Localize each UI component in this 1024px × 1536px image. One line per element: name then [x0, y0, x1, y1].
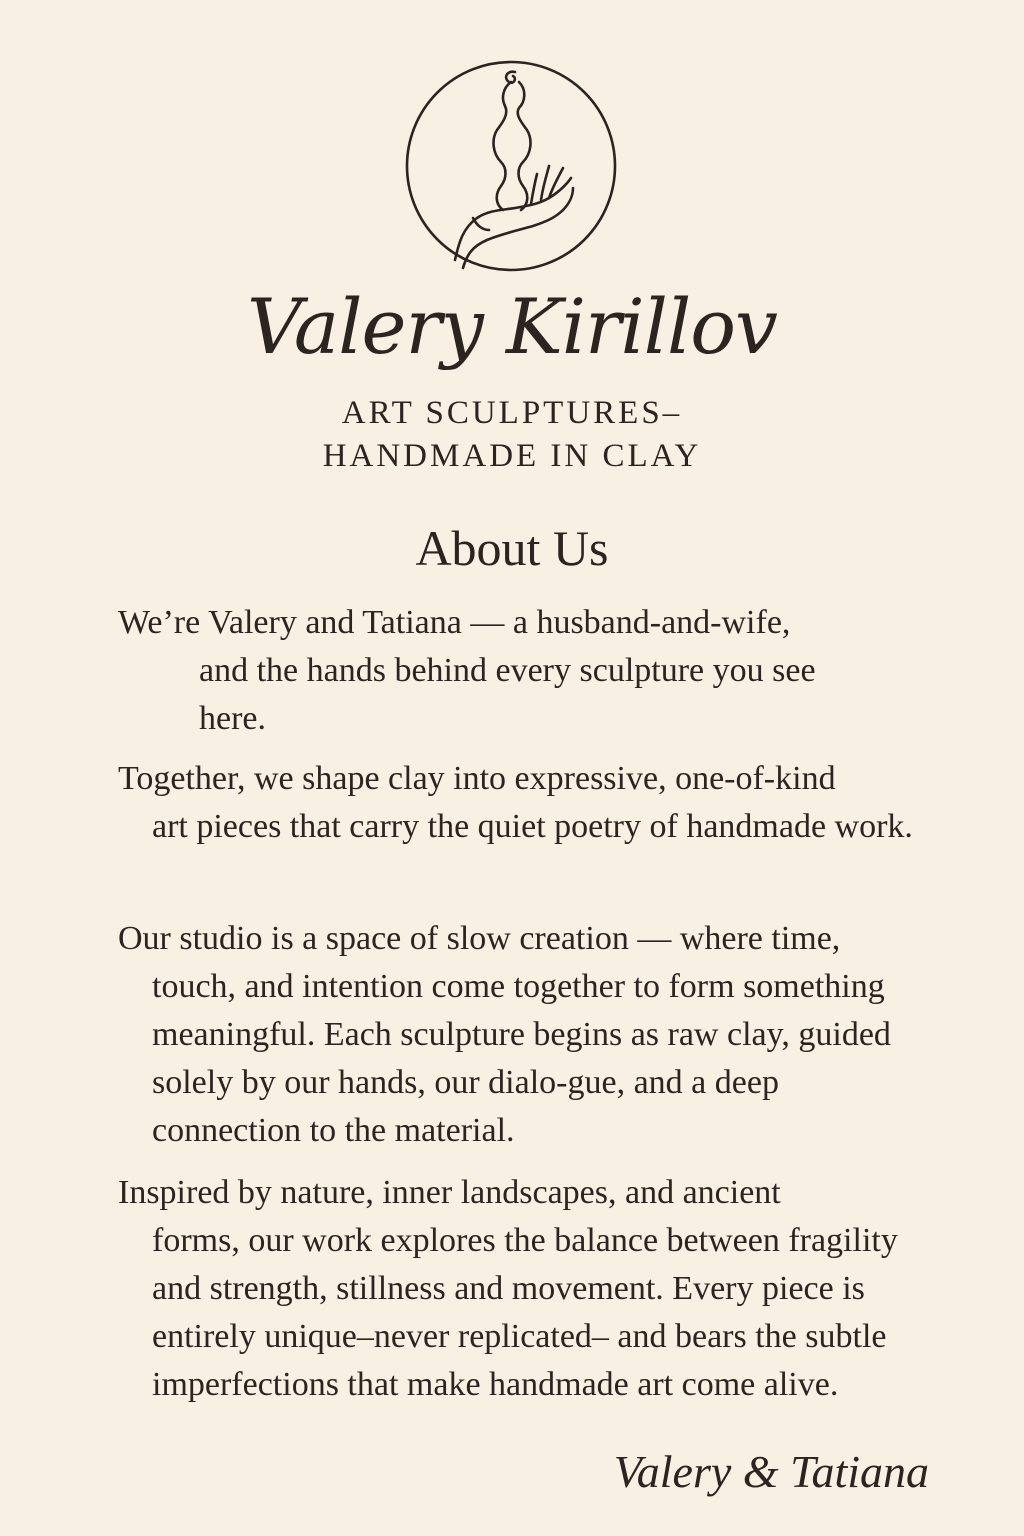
about-paragraph-2 — [118, 755, 948, 851]
about-paragraph-1 — [118, 599, 908, 743]
brand-name: Valery Kirillov — [247, 282, 777, 371]
tagline-line-1: ART SCULPTURES– — [341, 395, 683, 431]
paragraph-4-body: forms, our work explores the balance between fragility and strength, stillness and movement. Every piece is entirely unique–never replicated– and bears the subtle imperfections that make handmade art come alive. — [152, 1222, 898, 1403]
about-paragraph-4 — [118, 1169, 948, 1409]
hand-holding-sculpture-icon — [403, 58, 619, 274]
signature: Valery & Tatiana — [613, 1446, 929, 1497]
paragraph-3-body: touch, and intention come together to form something meaningful. Each sculpture begins as raw clay, guided solely by our hands, our dialo-gue, and a deep connection to the material. — [152, 968, 891, 1149]
paragraph-1-body: and the hands behind every sculpture you see here. — [199, 652, 816, 737]
paragraph-4-first-line: Inspired by nature, inner landscapes, and ancient — [118, 1174, 781, 1211]
paragraph-1-first-line: We’re Valery and Tatiana — a husband-and-wife, — [118, 604, 791, 641]
paragraph-2-body: art pieces that carry the quiet poetry of handmade work. — [152, 808, 913, 845]
paragraph-2-first-line: Together, we shape clay into expressive, one-of-kind — [118, 760, 836, 797]
about-us-heading: About Us — [415, 520, 609, 576]
about-paragraph-3 — [118, 915, 948, 1155]
paragraph-3-first-line: Our studio is a space of slow creation — where time, — [118, 920, 841, 957]
tagline-line-2: HANDMADE IN CLAY — [322, 438, 702, 474]
